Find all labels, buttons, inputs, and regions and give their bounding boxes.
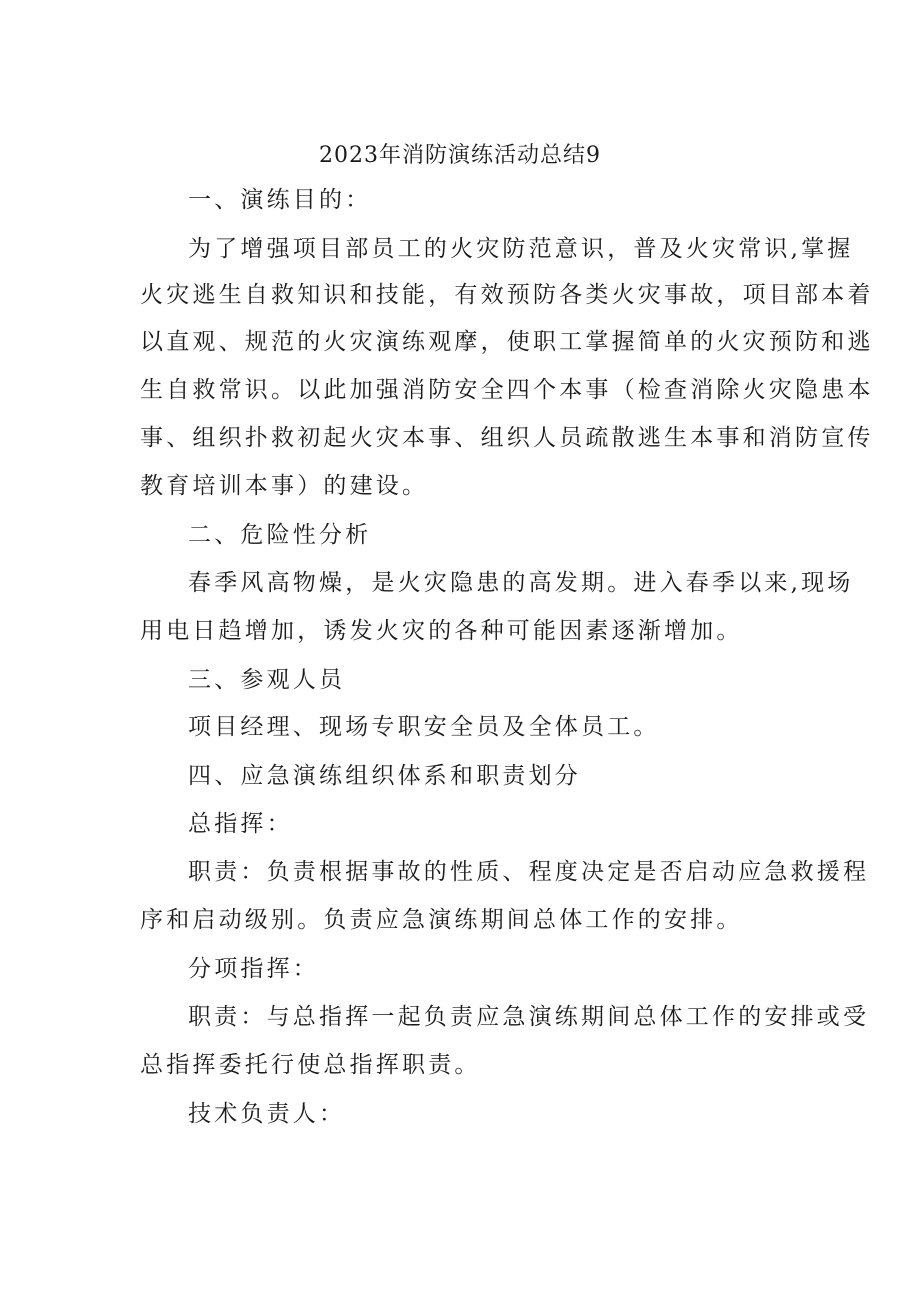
paragraph-line: 用电日趋增加，诱发火灾的各种可能因素逐渐增加。	[140, 618, 743, 644]
role-technical-lead: 技术负责人：	[188, 1101, 346, 1127]
role-sub-commander: 分项指挥：	[188, 956, 319, 982]
heading-purpose: 一、演练目的：	[188, 187, 372, 213]
paragraph-line: 职责：负责根据事故的性质、程度决定是否启动应急救援程	[188, 859, 870, 885]
paragraph-line: 教育培训本事）的建设。	[140, 473, 429, 499]
paragraph-line: 为了增强项目部员工的火灾防范意识，普及火灾常识,掌握	[188, 236, 854, 262]
paragraph-line: 火灾逃生自救知识和技能，有效预防各类火灾事故，项目部本着	[140, 282, 874, 308]
paragraph-line: 事、组织扑救初起火灾本事、组织人员疏散逃生本事和消防宣传	[140, 425, 874, 451]
page-title: 2023年消防演练活动总结9	[319, 143, 601, 168]
heading-organization: 四、应急演练组织体系和职责划分	[188, 763, 581, 789]
paragraph-line: 序和启动级别。负责应急演练期间总体工作的安排。	[140, 907, 743, 933]
paragraph-line: 生自救常识。以此加强消防安全四个本事（检查消除火灾隐患本	[140, 377, 874, 403]
heading-participants: 三、参观人员	[188, 667, 346, 693]
role-commander: 总指挥：	[188, 811, 293, 837]
paragraph-line: 春季风高物燥，是火灾隐患的高发期。进入春季以来,现场	[188, 570, 854, 596]
paragraph-line: 职责：与总指挥一起负责应急演练期间总体工作的安排或受	[188, 1004, 870, 1030]
paragraph-line: 总指挥委托行使总指挥职责。	[140, 1052, 481, 1078]
paragraph-line: 以直观、规范的火灾演练观摩，使职工掌握简单的火灾预防和逃	[140, 329, 874, 355]
paragraph-line: 项目经理、现场专职安全员及全体员工。	[188, 714, 660, 740]
heading-risk-analysis: 二、危险性分析	[188, 522, 372, 548]
